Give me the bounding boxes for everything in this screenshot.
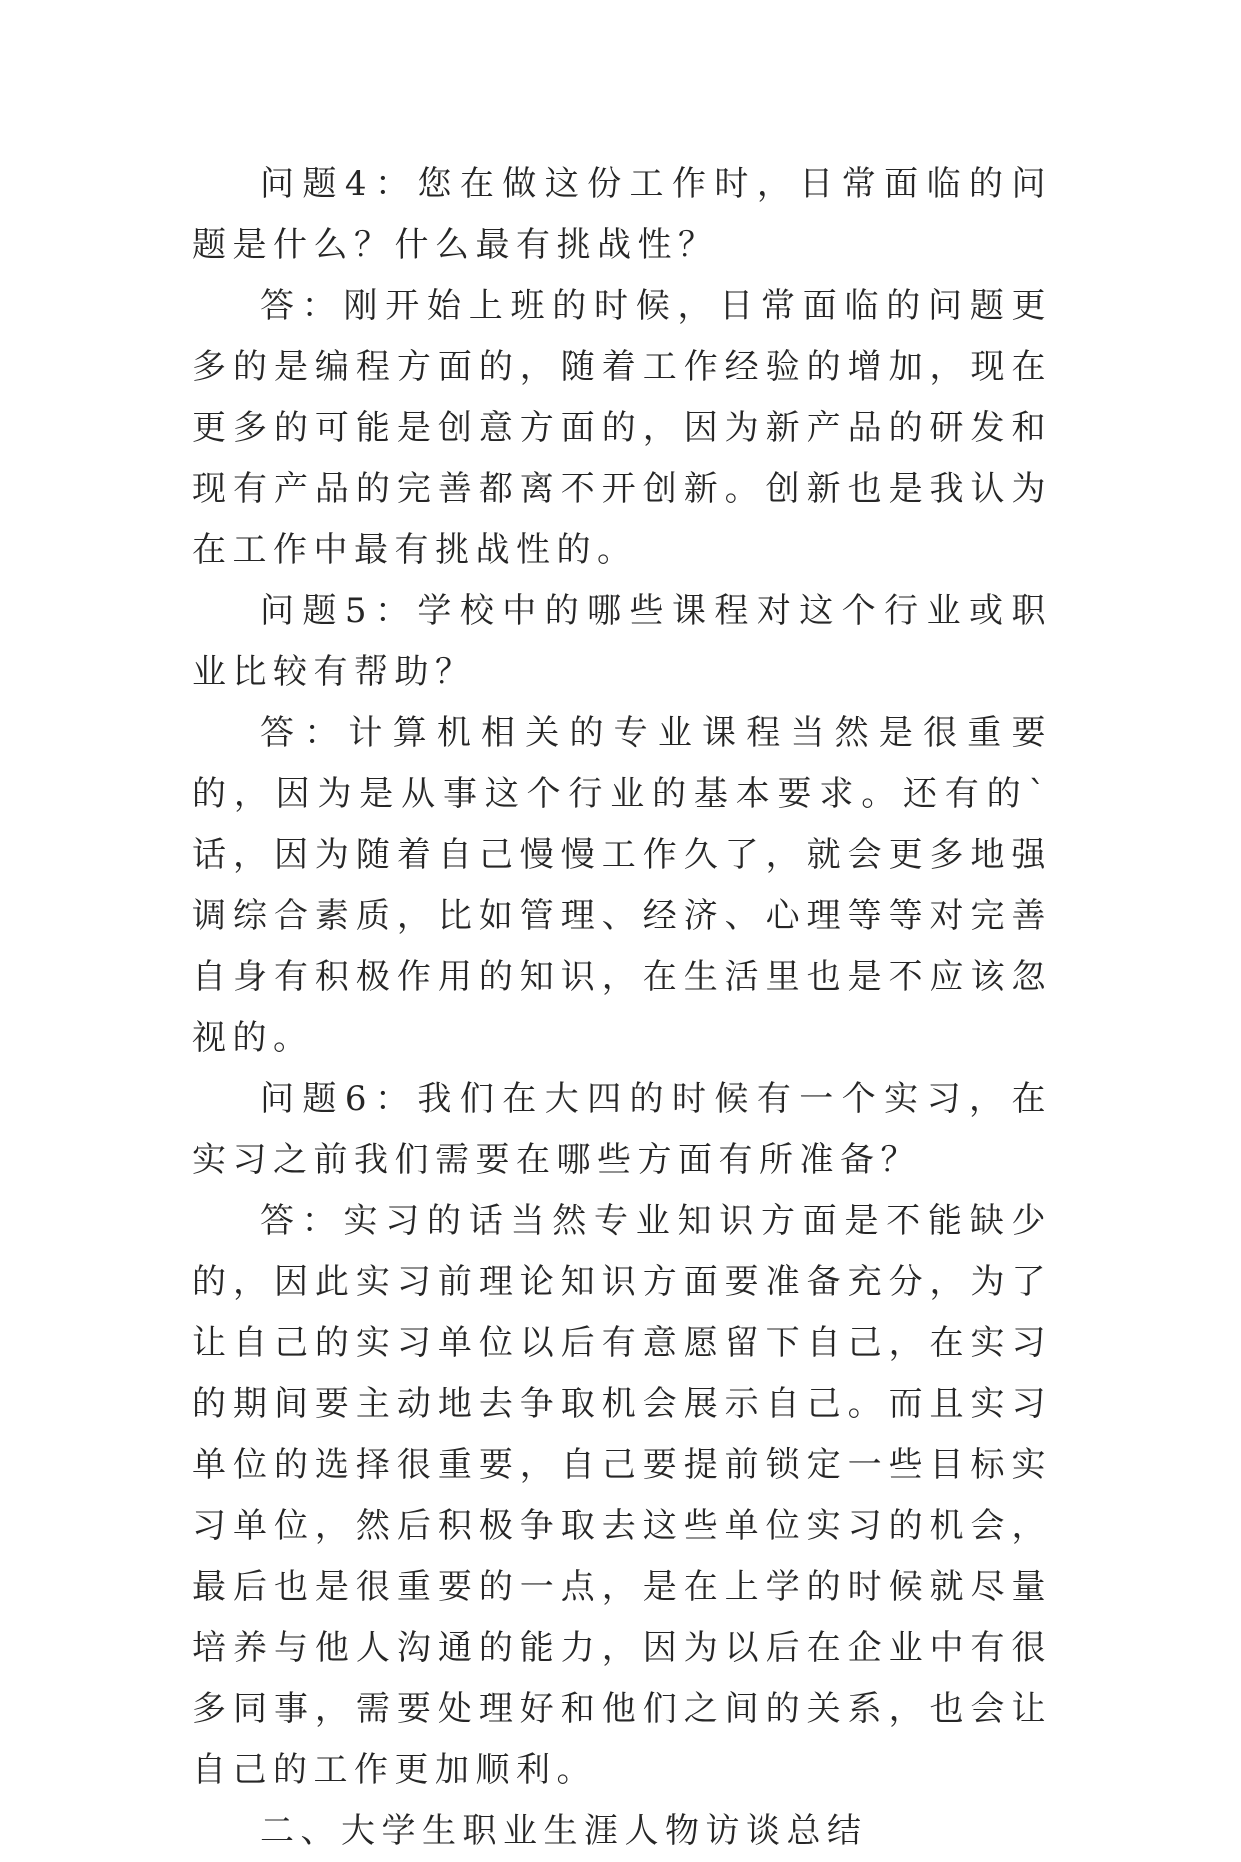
section-heading: 二、大学生职业生涯人物访谈总结 (260, 1811, 868, 1851)
answer-5-paragraph: 答：计算机相关的专业课程当然是很重要的，因为是从事这个行业的基本要求。还有的`话，因为随着自己慢慢工作久了，就会更多地强调综合素质，比如管理、经济、心理等等对完善自身有积极作用的知识，在生活里也是不应该忽视的。 (192, 713, 1052, 1058)
question-5-paragraph: 问题5：学校中的哪些课程对这个行业或职业比较有帮助？ (192, 591, 1052, 692)
answer-6-paragraph: 答：实习的话当然专业知识方面是不能缺少的，因此实习前理论知识方面要准备充分，为了让自己的实习单位以后有意愿留下自己，在实习的期间要主动地去争取机会展示自己。而且实习单位的选择很重要，自己要提前锁定一些目标实习单位，然后积极争取去这些单位实习的机会，最后也是很重要的一点，是在上学的时候就尽量培养与他人沟通的能力，因为以后在企业中有很多同事，需要处理好和他们之间的关系，也会让自己的工作更加顺利。 (192, 1201, 1052, 1790)
document-body (192, 154, 1052, 1862)
answer-4-paragraph: 答：刚开始上班的时候，日常面临的问题更多的是编程方面的，随着工作经验的增加，现在更多的可能是创意方面的，因为新产品的研发和现有产品的完善都离不开创新。创新也是我认为在工作中最有挑战性的。 (192, 286, 1052, 570)
question-4-paragraph: 问题4：您在做这份工作时，日常面临的问题是什么？什么最有挑战性？ (192, 164, 1052, 265)
question-6-paragraph: 问题6：我们在大四的时候有一个实习，在实习之前我们需要在哪些方面有所准备？ (192, 1079, 1052, 1180)
